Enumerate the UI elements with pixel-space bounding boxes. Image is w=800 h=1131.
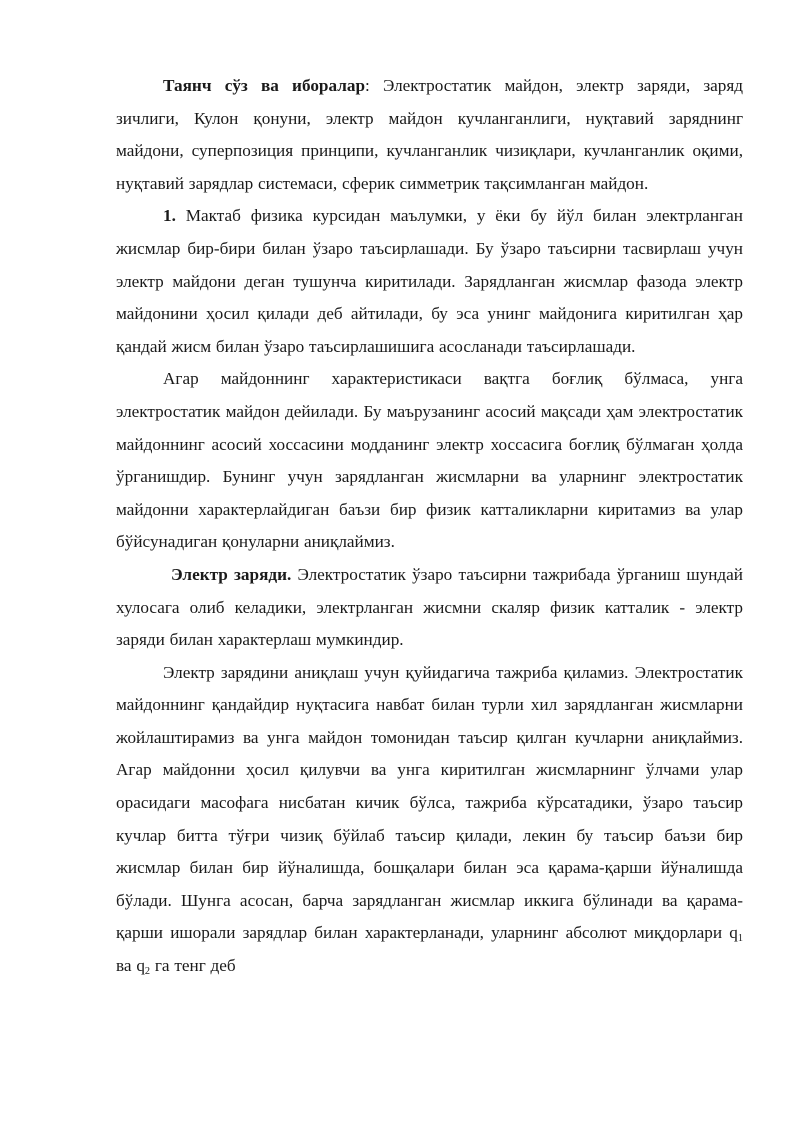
paragraph-electrostatic-field xyxy=(116,363,743,559)
symbol-q2: $q_2$ xyxy=(136,956,151,978)
paragraph-charge-experiment-tail: га тенг деб xyxy=(150,956,236,976)
paragraph-charge-experiment-text: Электр зарядини аниқлаш учун қуйидагича тажриба қиламиз. Электростатик майдоннинг қандайдир нуқтасига навбат билан турли хил зарядланган жисмларни жойлаштирамиз ва унга майдон томонидан таъсир қилган кучларни аниқлаймиз. Агар майдонни ҳосил қилувчи ва унга киритилган жисмларнинг ўлчами улар орасидаги масофага нисбатан кичик бўлса, тажриба кўрсатадики, ўзаро таъсир кучлар битта тўғри чизиқ бўйлаб таъсир қилади, лекин бу таъсир баъзи бир жисмлар билан бир йўналишда, бошқалари билан эса қарама-қарши йўналишда бўлади. Шунга асосан, барча зарядланган жисмлар иккига бўлинади ва қарама-қарши ишорали зарядлар билан характерланади, уларнинг абсолют миқдорлари xyxy=(116,662,743,943)
symbol-q1: $q_1$ xyxy=(729,923,743,945)
paragraph-1 xyxy=(116,200,743,363)
key-terms-text: Электростатик майдон, электр заряди, заряд зичлиги, Кулон қонуни, электр майдон кучланганлиги, нуқтавий заряднинг майдони, суперпозиция принципи, кучланганлик чизиқлари, кучланганлик оқими, нуқтавий зарядлар системаси, сферик симметрик тақсимланган майдон. xyxy=(116,76,743,193)
conjunction-and: ва xyxy=(116,956,137,976)
paragraph-electric-charge-text: Электростатик ўзаро таъсирни тажрибада ўрганиш шундай хулосага олиб келадики, электрланган жисмни скаляр физик катталик - электр заряди билан характерлаш мумкиндир. xyxy=(116,564,743,650)
paragraph-electric-charge xyxy=(116,559,743,657)
key-terms-colon: : xyxy=(365,76,370,95)
paragraph-charge-experiment xyxy=(116,657,743,983)
section-heading-electric-charge: Электр заряди. xyxy=(171,564,292,584)
paragraph-electrostatic-field-text: Агар майдоннинг характеристикаси вақтга боғлиқ бўлмаса, унга электростатик майдон дейилади. Бу маърузанинг асосий мақсади ҳам электростатик майдоннинг асосий хоссасини модданинг электр хоссасига боғлиқ бўлмаган ҳолда ўрганишдир. Бунинг учун зарядланган жисмларни ва уларнинг электростатик майдонни характерлайдиган баъзи бир физик катталикларни киритамиз ва улар бўйсунадиган қонуларни аниқлаймиз. xyxy=(116,369,743,552)
document-body xyxy=(116,70,743,983)
paragraph-number: 1. xyxy=(163,206,176,226)
key-terms-heading: Таянч сўз ва иборалар xyxy=(163,76,366,95)
paragraph-1-text: Мактаб физика курсидан маълумки, у ёки бу йўл билан электрланган жисмлар бир-бири билан ўзаро таъсирлашади. Бу ўзаро таъсирни тасвирлаш учун электр майдони деган тушунча киритилади. Зарядланган жисмлар фазода электр майдонини ҳосил қилади деб айтилади, бу эса унинг майдонига киритилган ҳар қандай жисм билан ўзаро таъсирлашишига асосланади таъсирлашади. xyxy=(116,206,743,356)
key-terms-paragraph xyxy=(116,70,743,200)
